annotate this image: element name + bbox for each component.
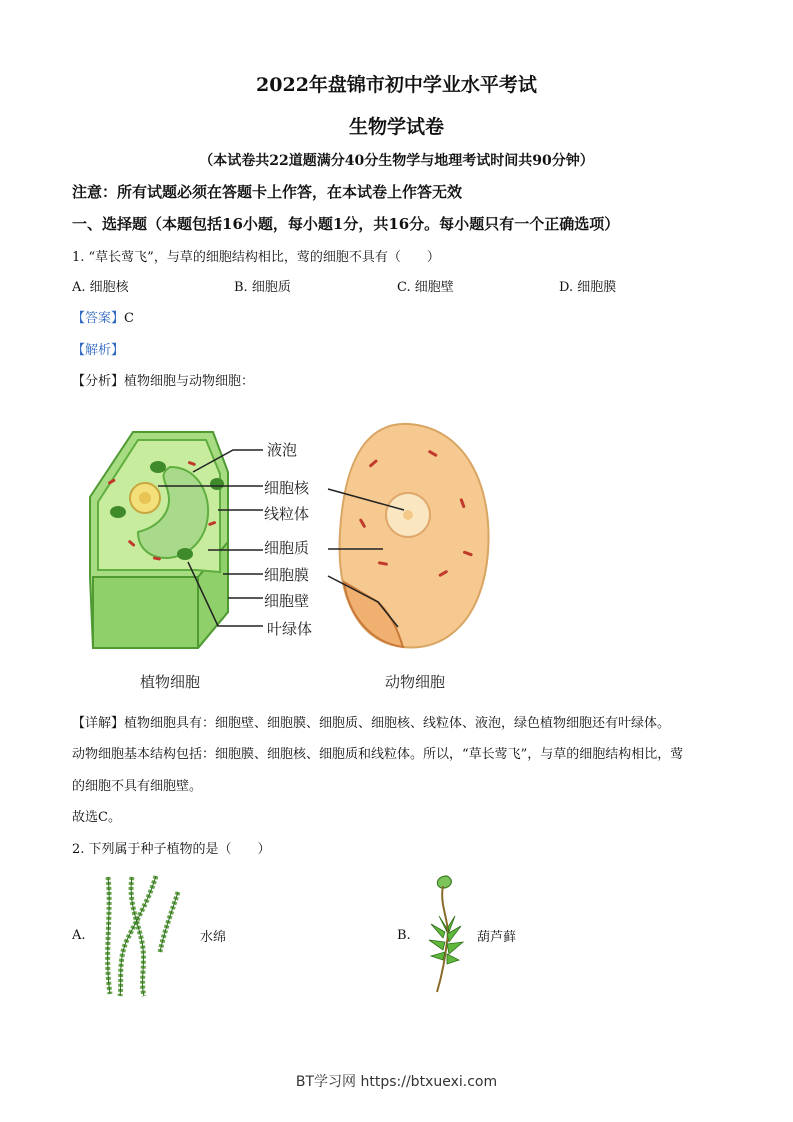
label-vacuole: 液泡 [267,441,298,459]
q1-option-a: A. 细胞核 [72,280,129,295]
answer-tag: 【答案】 [72,311,125,326]
exam-title: 2022年盘锦市初中学业水平考试 [256,74,537,96]
q1-option-c: C. 细胞壁 [397,280,454,295]
detail-line-2: 动物细胞基本结构包括：细胞膜、细胞核、细胞质和线粒体。所以，“草长莺飞”，与草的细胞结构相比，莺 [72,747,684,762]
notice-text: 注意：所有试题必须在答题卡上作答，在本试卷上作答无效 [72,183,463,201]
animal-cell-image [340,424,489,648]
moss-image [425,872,465,997]
question-2-stem: 2. 下列属于种子植物的是（ ） [72,842,271,857]
q1-option-b: B. 细胞质 [234,280,291,295]
answer-value: C [124,311,134,326]
paper-subtitle: 生物学试卷 [348,116,444,138]
detail-line-3: 的细胞不具有细胞壁。 [72,779,203,794]
q2-option-a-letter: A. [72,928,86,943]
footer-watermark: BT学习网 https://btxuexi.com [295,1074,498,1090]
paper-note: （本试卷共22道题满分40分生物学与地理考试时间共90分钟） [199,153,594,169]
q2-option-b-letter: B. [397,928,411,943]
q2-option-a-name: 水绵 [200,930,227,945]
label-nucleus: 细胞核 [264,479,310,497]
label-mitochondria: 线粒体 [264,505,310,523]
section-heading: 一、选择题（本题包括16小题，每小题1分，共16分。每小题只有一个正确选项） [72,215,620,233]
label-cell-membrane: 细胞膜 [264,566,310,584]
conclusion-text: 故选C。 [72,810,121,825]
detail-line-1: 【详解】植物细胞具有：细胞壁、细胞膜、细胞质、细胞核、线粒体、液泡，绿色植物细胞还有叶绿体。 [72,716,671,731]
caption-plant-cell: 植物细胞 [140,673,201,691]
analysis-tag: 【解析】 [72,343,125,358]
label-chloroplast: 叶绿体 [267,620,313,638]
q2-option-b-name: 葫芦藓 [477,930,517,945]
analysis-text: 【分析】植物细胞与动物细胞： [72,374,255,389]
caption-animal-cell: 动物细胞 [385,673,446,691]
label-cell-wall: 细胞壁 [264,592,310,610]
q1-option-d: D. 细胞膜 [559,280,617,295]
question-1-stem: 1. “草长莺飞”，与草的细胞结构相比，莺的细胞不具有（ ） [72,250,440,265]
answer-line [72,307,134,326]
spirogyra-image [98,872,183,1000]
label-cytoplasm: 细胞质 [264,539,310,557]
